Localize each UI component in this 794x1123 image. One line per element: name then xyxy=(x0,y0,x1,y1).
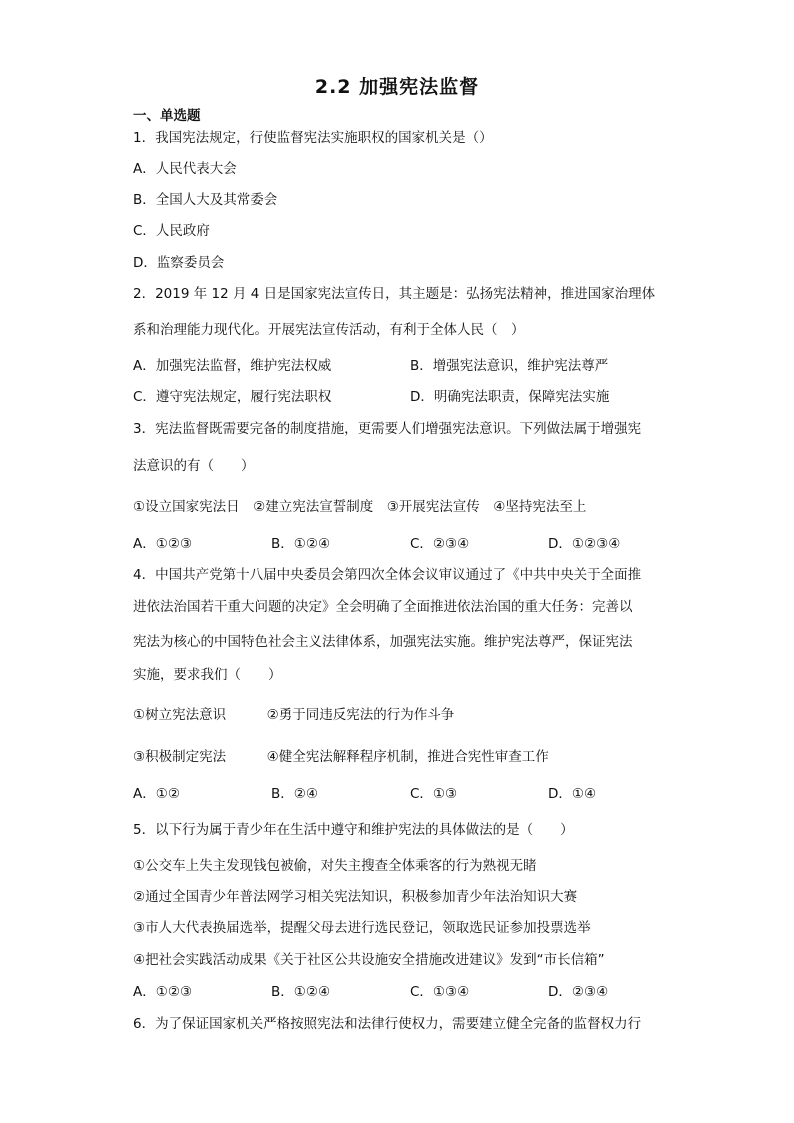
question-4-option-d: D．①④ xyxy=(548,786,597,802)
question-2-stem-line-2: 系和治理能力现代化。开展宪法宣传活动，有利于全体人民（ ） xyxy=(133,322,525,338)
question-4-stem-line-3: 宪法为核心的中国特色社会主义法律体系，加强宪法实施。维护宪法尊严，保证宪法 xyxy=(133,634,633,650)
question-5-option-a: A．①②③ xyxy=(133,984,193,1000)
question-2-option-a: A．加强宪法监督，维护宪法权威 xyxy=(133,358,332,374)
question-1-stem: 1．我国宪法规定，行使监督宪法实施职权的国家机关是（） xyxy=(133,130,493,146)
question-4-stem-line-1: 4．中国共产党第十八届中央委员会第四次全体会议审议通过了《中共中央关于全面推 xyxy=(133,567,642,583)
question-3-option-c: C．②③④ xyxy=(410,536,470,552)
question-5-statement-3: ③市人大代表换届选举，提醒父母去进行选民登记，领取选民证参加投票选举 xyxy=(133,920,591,936)
question-4-option-c: C．①③ xyxy=(410,786,458,802)
question-4-stem-line-4: 实施，要求我们（ ） xyxy=(133,667,282,683)
question-1-option-b: B．全国人大及其常委会 xyxy=(133,192,278,208)
page-title: 2.2 加强宪法监督 xyxy=(314,76,480,98)
question-3-stem-line-1: 3．宪法监督既需要完备的制度措施，更需要人们增强宪法意识。下列做法属于增强宪 xyxy=(133,421,642,437)
question-5-option-c: C．①③④ xyxy=(410,984,470,1000)
question-4-option-a: A．①② xyxy=(133,786,180,802)
question-3-statements: ①设立国家宪法日 ②建立宪法宣誓制度 ③开展宪法宣传 ④坚持宪法至上 xyxy=(133,499,587,515)
section-heading: 一、单选题 xyxy=(133,108,201,124)
question-1-option-d: D．监察委员会 xyxy=(133,255,225,271)
question-2-option-b: B．增强宪法意识，维护宪法尊严 xyxy=(410,358,609,374)
question-1-option-c: C．人民政府 xyxy=(133,223,210,239)
question-2-stem-line-1: 2．2019 年 12 月 4 日是国家宪法宣传日，其主题是：弘扬宪法精神，推进国家治理体 xyxy=(133,286,656,302)
question-2-option-d: D．明确宪法职责，保障宪法实施 xyxy=(410,389,610,405)
question-5-statement-1: ①公交车上失主发现钱包被偷，对失主搜查全体乘客的行为熟视无睹 xyxy=(133,858,537,874)
question-3-option-b: B．①②④ xyxy=(271,536,331,552)
question-4-option-b: B．②④ xyxy=(271,786,318,802)
question-1-option-a: A．人民代表大会 xyxy=(133,161,237,177)
question-5-statement-2: ②通过全国青少年普法网学习相关宪法知识，积极参加青少年法治知识大赛 xyxy=(133,889,578,905)
question-6-stem-line-1: 6．为了保证国家机关严格按照宪法和法律行使权力，需要建立健全完备的监督权力行 xyxy=(133,1016,642,1032)
question-5-option-d: D．②③④ xyxy=(548,984,609,1000)
question-4-statements-2: ③积极制定宪法 ④健全宪法解释程序机制，推进合宪性审查工作 xyxy=(133,749,549,765)
question-5-option-b: B．①②④ xyxy=(271,984,331,1000)
question-2-option-c: C．遵守宪法规定，履行宪法职权 xyxy=(133,389,332,405)
question-4-stem-line-2: 进依法治国若干重大问题的决定》全会明确了全面推进依法治国的重大任务：完善以 xyxy=(133,599,633,615)
question-4-statements-1: ①树立宪法意识 ②勇于同违反宪法的行为作斗争 xyxy=(133,707,455,723)
question-3-option-a: A．①②③ xyxy=(133,536,193,552)
question-3-option-d: D．①②③④ xyxy=(548,536,621,552)
question-5-stem: 5．以下行为属于青少年在生活中遵守和维护宪法的具体做法的是（ ） xyxy=(133,822,574,838)
question-3-stem-line-2: 法意识的有（ ） xyxy=(133,458,255,474)
question-5-statement-4: ④把社会实践活动成果《关于社区公共设施安全措施改进建议》发到“市长信箱” xyxy=(133,952,605,968)
